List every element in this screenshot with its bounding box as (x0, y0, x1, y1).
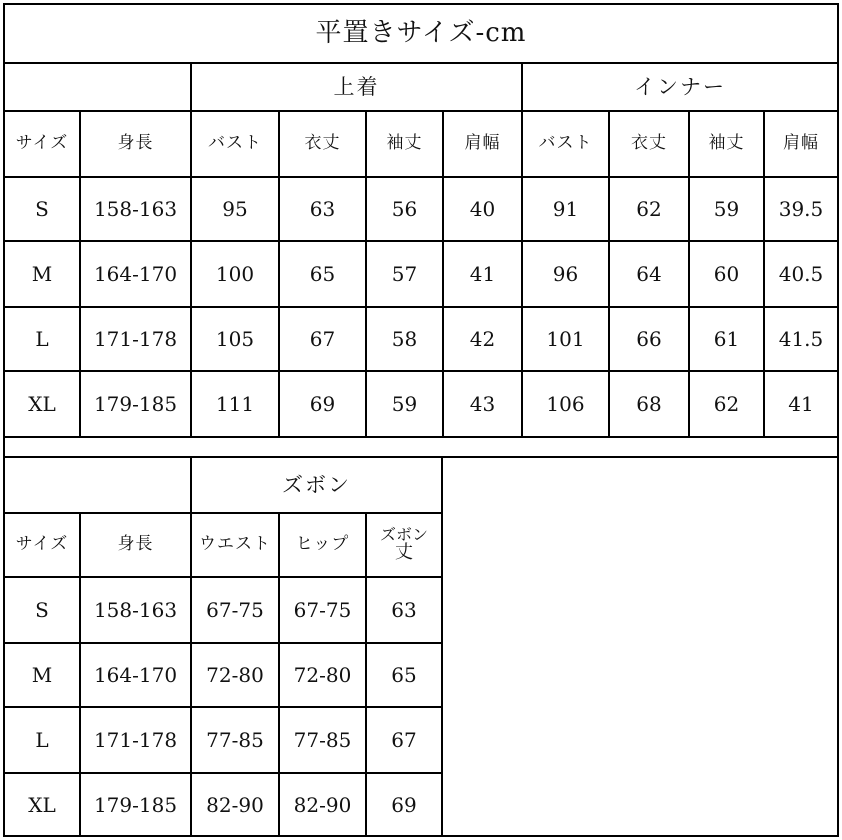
grid-line (441, 456, 443, 837)
table-cell: 62 (713, 391, 740, 416)
table-cell: 96 (552, 261, 579, 286)
header-inner-bust: バスト (538, 133, 593, 154)
table-cell: 158-163 (93, 597, 178, 622)
table-cell: 67-75 (206, 597, 264, 622)
header-inner-length: 衣丈 (631, 133, 667, 154)
header-inner-shoulder: 肩幅 (783, 133, 819, 154)
table-cell: 171-178 (93, 326, 178, 351)
table-cell: 82-90 (206, 793, 264, 817)
table-cell: 72-80 (293, 662, 352, 687)
header-pants-length-line2: 丈 (395, 541, 413, 563)
header-shoulder: 肩幅 (464, 133, 501, 154)
table-cell: 101 (546, 326, 585, 351)
table-cell: 63 (391, 597, 417, 622)
table-cell: S (35, 597, 49, 622)
table-cell: M (31, 261, 53, 286)
group-header-pants: ズボン (282, 472, 351, 497)
header-bust: バスト (208, 133, 262, 154)
header-size: サイズ (15, 534, 69, 555)
table-cell: L (35, 326, 49, 351)
table-cell: 41 (469, 261, 496, 286)
table-cell: L (35, 727, 49, 752)
table-cell: 171-178 (93, 727, 178, 752)
table-cell: 69 (309, 391, 336, 416)
table-cell: 179-185 (93, 391, 178, 416)
header-inner-sleeve: 袖丈 (708, 133, 745, 154)
table-cell: 59 (713, 196, 740, 221)
table-cell: 40 (469, 196, 496, 221)
table-cell: 60 (713, 261, 740, 286)
grid-line (3, 436, 839, 438)
table-cell: 67-75 (293, 597, 352, 622)
group-header-inner: インナー (634, 74, 726, 99)
table-cell: 164-170 (93, 261, 178, 286)
table-cell: 63 (309, 196, 336, 221)
table-cell: 106 (546, 391, 585, 416)
table-cell: 64 (636, 261, 662, 286)
table-cell: 77-85 (293, 727, 352, 752)
table-cell: 68 (636, 391, 662, 416)
table-cell: 67 (391, 727, 417, 752)
table-cell: 72-80 (206, 662, 264, 687)
header-pants-length-line1: ズボン (379, 525, 428, 545)
table-cell: 62 (636, 196, 662, 221)
chart-title: 平置きサイズ-cm (315, 18, 527, 49)
header-hip: ヒップ (295, 534, 350, 555)
table-cell: 40.5 (778, 261, 824, 286)
table-cell: 164-170 (93, 662, 178, 687)
table-cell: 100 (215, 261, 255, 286)
table-cell: M (31, 662, 53, 687)
table-cell: 158-163 (93, 196, 178, 221)
table-cell: 65 (391, 662, 417, 687)
table-cell: 111 (215, 391, 255, 416)
table-cell: 41 (788, 391, 814, 416)
header-size: サイズ (15, 133, 69, 154)
header-length: 衣丈 (304, 133, 341, 154)
group-header-jacket: 上着 (333, 74, 380, 99)
header-sleeve: 袖丈 (386, 133, 423, 154)
header-height: 身長 (117, 133, 154, 154)
header-pants-length (367, 514, 441, 576)
table-cell: 42 (469, 326, 496, 351)
table-cell: 67 (309, 326, 336, 351)
table-cell: XL (28, 793, 56, 817)
table-cell: 56 (391, 196, 418, 221)
table-cell: XL (28, 391, 56, 416)
table-cell: 105 (215, 326, 255, 351)
table-cell: S (35, 196, 49, 221)
table-cell: 65 (309, 261, 336, 286)
table-cell: 57 (391, 261, 418, 286)
table-cell: 91 (552, 196, 579, 221)
table-cell: 58 (391, 326, 418, 351)
table-cell: 66 (636, 326, 662, 351)
table-cell: 59 (391, 391, 418, 416)
table-cell: 77-85 (206, 727, 264, 752)
table-cell: 41.5 (778, 326, 824, 351)
table-cell: 82-90 (293, 793, 352, 817)
table-cell: 43 (469, 391, 496, 416)
table-cell: 61 (713, 326, 740, 351)
table-cell: 179-185 (93, 793, 178, 817)
table-cell: 95 (222, 196, 248, 221)
table-cell: 39.5 (778, 196, 824, 221)
header-height: 身長 (117, 534, 154, 555)
table-cell: 69 (391, 793, 417, 817)
header-waist: ウエスト (199, 534, 271, 555)
